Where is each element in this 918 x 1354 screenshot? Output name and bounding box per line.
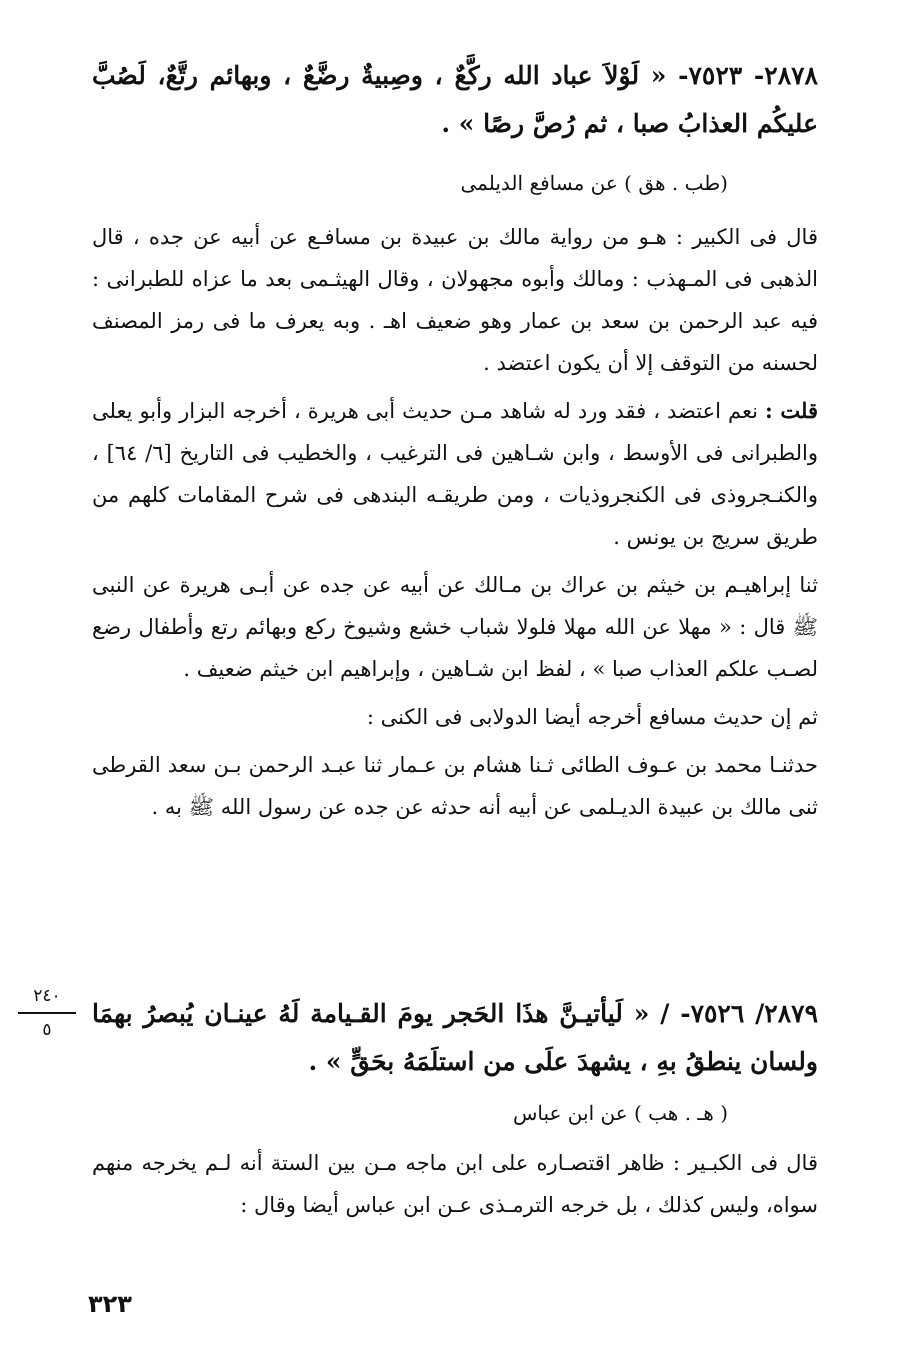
hadith-text: ٢٨٧٨- ٧٥٢٣- « لَوْلاَ عباد الله ركَّعٌ ، وصِبيةٌ رضَّعٌ ، وبهائم رتَّعٌ، لَصُبَّ عليكُم العذابُ صبا ، ثم رُصَّ رصًا » . — [92, 61, 818, 138]
commentary-text: قال فى الكبـير : ظاهر اقتصـاره على ابن ماجه مـن بين الستة أنه لـم يخرجه منهم سواه، وليس كذلك ، بل خرجه الترمـذى عـن ابن عباس أيضا وقال : — [92, 1151, 818, 1217]
hadith-source: ( هـ . هب ) عن ابن عباس — [512, 1101, 728, 1125]
commentary-paragraph — [92, 744, 818, 828]
commentary-paragraph — [92, 564, 818, 690]
commentary-paragraph — [92, 390, 818, 558]
commentary-paragraph — [92, 696, 818, 738]
page-number: ٣٢٣ — [88, 1290, 132, 1318]
margin-reference-top: ٢٤٠ — [33, 986, 61, 1006]
commentary-paragraph — [92, 216, 818, 384]
hadith-source: (طب . هق ) عن مسافع الديلمى — [460, 171, 728, 195]
margin-reference-rule — [18, 1012, 76, 1014]
commentary-text: قال فى الكبير : هـو من رواية مالك بن عبيدة بن مسافـع عن أبيه عن جده ، قال الذهبى فى المـهذب : ومالك وأبوه مجهولان ، وقال الهيثـمى بعد ما عزاه للطبرانى : فيه عبد الرحمن بن سعد بن عمار وهو ضعيف اهـ . وبه يعرف ما فى رمز المصنف لحسنه من التوقف إلا أن يكون اعتضد . — [92, 225, 818, 375]
hadith-entry-2878 — [92, 52, 818, 828]
commentary-text: نعم اعتضد ، فقد ورد له شاهد مـن حديث أبى هريرة ، أخرجه البزار وأبو يعلى والطبرانى فى الأوسط ، وابن شـاهين فى الترغيب ، والخطيب فى التاريخ [٦/ ٦٤] ، والكنـجروذى فى الكنجروذيات ، ومن طريقـه البندهى فى شرح المقامات كلهم من طريق سريج بن يونس . — [92, 399, 818, 549]
commentary-text: حدثنـا محمد بن عـوف الطائى ثـنا هشام بن عـمار ثنا عبـد الرحمن بـن سعد القرطى ثنى مالك بن عبيدة الديـلمى عن أبيه أنه حدثه عن جده عن رسول الله ﷺ به . — [92, 753, 818, 819]
margin-reference-bottom: ٥ — [42, 1020, 52, 1040]
hadith-entry-2879 — [92, 990, 818, 1226]
commentary-text: ثنا إبراهيـم بن خيثم بن عراك بن مـالك عن أبيه عن جده عن أبـى هريرة عن النبى ﷺ قال : « مهلا عن الله مهلا فلولا شباب خشع وشيوخ ركع وبهائم رتع وأطفال رضع لصـب علكم العذاب صبا » ، لفظ ابن شـاهين ، وإبراهيم ابن خيثم ضعيف . — [92, 573, 818, 681]
commentary-paragraph — [92, 1142, 818, 1226]
margin-reference — [14, 986, 80, 1040]
commentary-text: ثم إن حديث مسافع أخرجه أيضا الدولابى فى الكنى : — [366, 705, 818, 729]
hadith-text: ٢٨٧٩/ ٧٥٢٦- / « لَيأتيـنَّ هذَا الحَجر يومَ القـيامة لَهُ عينـان يُبصرُ بهمَا ولسان ينطقُ بهِ ، يشهدَ علَى من استلَمَهُ بحَقٍّ » . — [92, 999, 818, 1076]
qultu-lead: قلت : — [764, 398, 818, 423]
